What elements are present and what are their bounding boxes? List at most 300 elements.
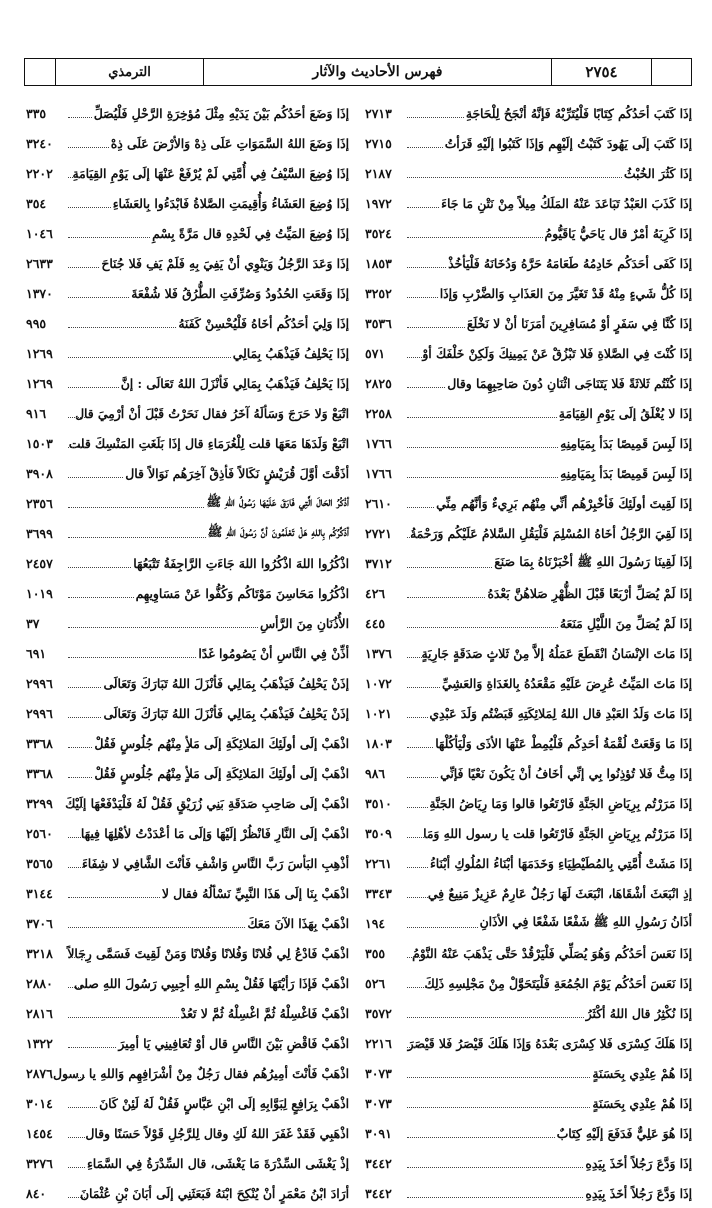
index-entry	[26, 668, 349, 698]
hadith-text: اذْكُرُوا اللهَ اذْكُرُوا اللهَ جَاءَتِ الرَّاجِفَةُ تَتْبَعُهَا	[133, 555, 349, 571]
hadith-text: إذَا وَدَّعَ رَجُلاً أخَذَ بِيَدِهِ	[585, 1185, 692, 1201]
dot-leader	[68, 289, 129, 298]
dot-leader	[407, 709, 428, 718]
hadith-text: إذَا هُمْ عِنْدِي بِحَسَنَةٍ	[592, 1095, 692, 1111]
book-name: الترمذي	[55, 59, 203, 85]
hadith-number: ٣٢٥٢	[365, 285, 392, 301]
dot-leader	[68, 199, 111, 208]
hadith-text: إذَا لا يُغْلَقُ إلَى يَوْمِ القِيَامَةِ	[558, 405, 692, 421]
hadith-number: ٣٢٩٩	[26, 795, 53, 811]
hadith-text: إذَا لَبِسَ قَمِيصًا بَدَأ بِمَيَامِنِهِ	[560, 435, 692, 451]
dot-leader	[68, 739, 92, 748]
index-entry	[26, 1178, 349, 1208]
hadith-text: أذْهِبِ البَأسَ رَبَّ النَّاسِ وَاشْفِ فَأنْتَ الشَّافِي لا شِفَاءَ	[81, 855, 349, 871]
hadith-number: ٣١٤٤	[26, 885, 53, 901]
hadith-number: ٣٥٠٩	[365, 825, 392, 841]
index-entry	[26, 608, 349, 638]
hadith-text: إذَا كُنْتُم ثَلاثَةً فَلا يَتَنَاجَى اثْنَانِ دُونَ صَاحِبِهِمَا وقال	[447, 375, 692, 391]
hadith-number: ٢٨٢٥	[365, 375, 392, 391]
hadith-number: ١٧٦٦	[365, 435, 392, 451]
hadith-text: اذْهَبْ إلَى صَاحِبِ صَدَقَةِ بَنِي زُرَيْقٍ فَقُلْ لَهُ فَلْيَدْفَعْهَا إلَيْكَ	[65, 795, 349, 811]
dot-leader	[407, 199, 439, 208]
hadith-text: إذَا كَرِبَهُ أمْرٌ قال يَاحَيُّ يَاقَيُّومُ	[544, 225, 692, 241]
index-title: فهرس الأحاديث والآثار	[203, 59, 551, 85]
dot-leader	[407, 1009, 584, 1018]
hadith-number: ١٢٦٩	[26, 375, 53, 391]
dot-leader	[407, 559, 492, 568]
hadith-text: اذْهَبْ فَاقْضِ بَيْنَ النَّاسِ قال أوْ تُعَافِينِي يَا أمِيرَ	[118, 1035, 349, 1051]
dot-leader	[407, 169, 622, 178]
dot-leader	[407, 679, 440, 688]
hadith-number: ٩٨٦	[365, 765, 386, 781]
dot-leader	[407, 259, 446, 268]
hadith-text: الأُذُنَانِ مِنَ الرَّأسِ	[260, 615, 349, 631]
hadith-text: إذَا هُمْ عِنْدِي بِحَسَنَةٍ	[592, 1065, 692, 1081]
hadith-number: ٣٢١٨	[26, 945, 53, 961]
dot-leader	[407, 649, 428, 658]
index-entry	[365, 218, 692, 248]
index-entry	[365, 518, 692, 548]
hadith-text: إذَا كُنَّا فِي سَفَرٍ أوْ مُسَافِرِينَ أمَرَنَا أنْ لا نَخْلَعَ	[466, 315, 692, 331]
hadith-text: إذَا لَقِينَا رَسُولَ اللهِ ﷺ أخْبَرْنَاهُ بِمَا صَنَعَ	[494, 553, 692, 569]
index-entry	[26, 998, 349, 1028]
dot-leader	[407, 1099, 590, 1108]
hadith-text: إذَا وَقَعَتِ الحُدُودُ وَصُرِّفَتِ الطُّرُقُ فَلا شُفْعَةَ	[131, 285, 349, 301]
dot-leader	[68, 859, 85, 868]
hadith-text: إذَا وَعَدَ الرَّجُلُ وَيَنْوِي أنْ يَفِيَ بِهِ فَلَمْ يَفِ فَلا جُنَاحَ	[101, 255, 349, 271]
hadith-text: إذْ يَغْشَى السِّدْرَةَ مَا يَغْشَى، قال السِّدْرَةُ فِي السَّمَاءِ	[87, 1155, 349, 1171]
index-entry	[26, 1118, 349, 1148]
dot-leader	[407, 589, 485, 598]
page-header	[24, 58, 692, 86]
hadith-text: اتْبَعْ وَلَدَهَا مَعَهَا قلت لِلْغُرَمَاءِ قال إذَا بَلَغَتِ المَنْسِكَ قلت	[68, 435, 349, 451]
hadith-text: إذَا مَرَرْتُم بِرِيَاضِ الجَنَّةِ فَارْتَعُوا قالوا وَمَا رِيَاضُ الجَنَّةِ	[429, 795, 692, 811]
hadith-number: ٢٦٣٣	[26, 255, 53, 271]
hadith-text: إذَا مَرَرْتُم بِرِيَاضِ الجَنَّةِ فَارْتَعُوا قلت يا رسول اللهِ وَمَا	[423, 825, 692, 841]
index-entry	[26, 1148, 349, 1178]
index-entry	[365, 608, 692, 638]
dot-leader	[407, 739, 433, 748]
index-entry	[26, 458, 349, 488]
index-entry	[26, 128, 349, 158]
hadith-number: ١٢٦٩	[26, 345, 53, 361]
hadith-number: ٣٧١٢	[365, 555, 392, 571]
index-entry	[365, 788, 692, 818]
hadith-number: ٢٢٦١	[365, 855, 392, 871]
index-entry	[365, 998, 692, 1028]
index-entry	[365, 968, 692, 998]
index-entry	[26, 1088, 349, 1118]
dot-leader	[68, 469, 123, 478]
hadith-number: ٩١٦	[26, 405, 47, 421]
hadith-text: اذْهَبْ فَاغْسِلْهُ ثُمَّ اغْسِلْهُ ثُمَّ لا تَعُدْ	[180, 1005, 349, 1021]
dot-leader	[407, 829, 428, 838]
header-end-cell	[651, 59, 691, 85]
hadith-text: اذْهَبْ إلَى أولَئِكَ المَلائِكَةِ إلَى مَلأٍ مِنْهُم جُلُوسٍ فَقُلْ	[94, 735, 349, 751]
hadith-number: ٣٥٣٦	[365, 315, 392, 331]
hadith-text: إذَا كَتَبَ إلَى يَهُودَ كَتَبْتُ إلَيْهِم وَإذَا كَتَبُوا إلَيْهِ قَرَأتُ	[444, 135, 692, 151]
hadith-number: ١٩٤	[365, 915, 386, 931]
hadith-number: ١٨٠٣	[365, 735, 392, 751]
index-entry	[26, 488, 349, 518]
dot-leader	[68, 319, 176, 328]
hadith-number: ١٣٧٠	[26, 285, 53, 301]
hadith-number: ٢٤٥٧	[26, 555, 53, 571]
hadith-number: ٣٧	[26, 615, 40, 631]
hadith-number: ١٨٥٣	[365, 255, 392, 271]
header-empty-cell	[25, 59, 55, 85]
dot-leader	[68, 649, 196, 658]
index-entry	[26, 398, 349, 428]
dot-leader	[407, 949, 428, 958]
hadith-number: ١٥٠٣	[26, 435, 53, 451]
hadith-number: ٣٥٥	[365, 945, 386, 961]
index-entry	[26, 878, 349, 908]
hadith-text: اذْهَبْ بِنَا إلَى هَذَا النَّبِيِّ نَسْألُهُ فقال لا	[161, 885, 349, 901]
hadith-number: ٣٢٧٦	[26, 1155, 53, 1171]
hadith-text: إذَا يَحْلِفُ فَيَذْهَبُ بِمَالِي	[232, 345, 349, 361]
dot-leader	[68, 919, 245, 928]
index-entry	[365, 248, 692, 278]
hadith-number: ٢٨٧٦	[26, 1065, 53, 1081]
hadith-number: ٣٤٤٢	[365, 1155, 392, 1171]
hadith-number: ٨٤٠	[26, 1185, 47, 1201]
dot-leader	[68, 1009, 179, 1018]
dot-leader	[68, 889, 160, 898]
hadith-text: أذَقْتَ أوَّلَ قُرَيْشٍ نَكَالاً فَأذِقْ آخِرَهُم نَوَالاً قال	[125, 465, 349, 481]
index-entry	[365, 128, 692, 158]
dot-leader	[68, 229, 150, 238]
hadith-number: ٣٢٤٠	[26, 135, 53, 151]
hadith-text: إذَا مَاتَ وَلَدُ العَبْدِ قال اللهُ لِمَلائِكَتِهِ قَبَضْتُم وَلَدَ عَبْدِي	[429, 705, 692, 721]
dot-leader	[407, 139, 443, 148]
index-entry	[365, 1058, 692, 1088]
dot-leader	[68, 109, 92, 118]
index-entry	[26, 728, 349, 758]
hadith-text: أذَكِّرُكُم بِاللهِ هَلْ تَعْلَمُونَ أنَّ رَسُولَ اللهِ ﷺ	[207, 523, 349, 539]
dot-leader	[68, 709, 101, 718]
hadith-number: ٢٧٢١	[365, 525, 392, 541]
hadith-text: إذَا مِتُّ فَلا تُؤذِنُوا بِي إنِّي أخَافُ أنْ يَكُونَ نَعْيًا فَإنِّي	[440, 765, 692, 781]
index-entry	[26, 698, 349, 728]
index-entry	[365, 158, 692, 188]
hadith-number: ٢٩٩٦	[26, 675, 53, 691]
dot-leader	[68, 499, 204, 508]
hadith-number: ٢٥٦٠	[26, 825, 53, 841]
hadith-text: إذَا هَلَكَ كِسْرَى فَلا كِسْرَى بَعْدَهُ وَإذَا هَلَكَ قَيْصَرُ فَلا قَيْصَرَ	[407, 1035, 692, 1051]
dot-leader	[407, 529, 428, 538]
index-entry	[365, 698, 692, 728]
hadith-text: إذَا كَفَى أحَدَكُم خَادِمُهُ طَعَامَهُ حَرَّهُ وَدُخَانَهُ فَلْيَأخُذْ	[448, 255, 692, 271]
index-entry	[365, 548, 692, 578]
hadith-number: ٣٦٩٩	[26, 525, 53, 541]
hadith-text: إذَا لَبِسَ قَمِيصًا بَدَأ بِمَيَامِنِهِ	[560, 465, 692, 481]
index-entry	[365, 368, 692, 398]
index-entry	[26, 98, 349, 128]
dot-leader	[407, 619, 558, 628]
hadith-text: إذَا نَعَسَ أحَدُكُم يَوْمَ الجُمُعَةِ فَلْيَتَحَوَّلْ مِنْ مَجْلِسِهِ ذَلِكَ	[424, 975, 692, 991]
hadith-number: ٣٧٠٦	[26, 915, 53, 931]
hadith-text: إذَا وَضَعَ اللهُ السَّمَوَاتِ عَلَى ذِهْ وَالأرْضَ عَلَى ذِهْ	[110, 135, 349, 151]
hadith-number: ٤٢٦	[365, 585, 386, 601]
hadith-number: ٩٩٥	[26, 315, 47, 331]
hadith-number: ٢٧١٣	[365, 105, 392, 121]
index-entry	[365, 488, 692, 518]
hadith-text: إذَا نُكْثِرُ قال اللهُ أكْثَرُ	[585, 1005, 692, 1021]
index-entry	[365, 308, 692, 338]
hadith-number: ٣٥٤	[26, 195, 47, 211]
dot-leader	[407, 289, 438, 298]
hadith-number: ١٠٢١	[365, 705, 392, 721]
dot-leader	[407, 859, 428, 868]
dot-leader	[407, 499, 434, 508]
index-entry	[26, 518, 349, 548]
hadith-number: ١٧٦٦	[365, 465, 392, 481]
hadith-number: ٥٧١	[365, 345, 386, 361]
hadith-number: ٣٥٢٤	[365, 225, 392, 241]
hadith-number: ٣٥٦٥	[26, 855, 53, 871]
hadith-text: أذِّنْ فِي النَّاسِ أنْ يَصُومُوا غَدًا	[198, 645, 349, 661]
hadith-number: ٢٢١٦	[365, 1035, 392, 1051]
hadith-number: ٢٨٨٠	[26, 975, 53, 991]
index-entry	[365, 98, 692, 128]
hadith-text: اتْبَعْ وَلا حَرَجَ وَسَألَهُ آخَرُ فقال نَحَرْتُ قَبْلَ أنْ أرْمِيَ قال	[75, 405, 349, 421]
dot-leader	[407, 1069, 590, 1078]
hadith-number: ٣٥٧٢	[365, 1005, 392, 1021]
dot-leader	[68, 979, 85, 988]
index-entry	[365, 458, 692, 488]
hadith-number: ١٠١٩	[26, 585, 53, 601]
dot-leader	[68, 799, 85, 808]
dot-leader	[68, 1159, 85, 1168]
hadith-text: إذَا كَتَبَ أحَدُكُم كِتَابًا فَلْيُتَرِّبْهُ فَإنَّهُ أنْجَحُ لِلْحَاجَةِ	[465, 105, 692, 121]
hadith-text: إذَا يَحْلِفُ فَيَذْهَبُ بِمَالِي فَأنْزَلَ اللهُ تَعَالَى : إنَّ	[120, 375, 349, 391]
index-entry	[26, 848, 349, 878]
hadith-text: اذْكُرُوا مَحَاسِنَ مَوْتَاكُم وَكُفُّوا عَنْ مَسَاوِيهِم	[135, 585, 349, 601]
hadith-text: اذْهَبْ فَأنْتَ أمِيرُهُم فقال رَجُلٌ مِنْ أشْرَافِهِم وَاللهِ يا رسول	[53, 1065, 349, 1081]
dot-leader	[68, 169, 85, 178]
index-entry	[26, 218, 349, 248]
index-entry	[26, 248, 349, 278]
hadith-number: ٥٢٦	[365, 975, 386, 991]
hadith-text: اذْهَبْ فَادْعُ لِي فُلانًا وَفُلانًا وَفُلانًا وَمَنْ لَقِيتَ فَسَمَّى رِجَالاً	[67, 945, 349, 961]
hadith-number: ٣٣٦٨	[26, 765, 53, 781]
dot-leader	[68, 259, 99, 268]
hadith-number: ٢٦١٠	[365, 495, 392, 511]
dot-leader	[407, 409, 557, 418]
index-entry	[26, 968, 349, 998]
dot-leader	[68, 559, 131, 568]
index-entry	[26, 638, 349, 668]
dot-leader	[68, 589, 134, 598]
index-entry	[26, 428, 349, 458]
dot-leader	[407, 109, 464, 118]
hadith-text: إذَا هُوَ عَلِيٌّ فَدَفَعَ إلَيْهِ كِتَابٌ	[556, 1125, 692, 1141]
dot-leader	[68, 379, 119, 388]
dot-leader	[68, 1099, 97, 1108]
index-entry	[26, 1058, 349, 1088]
hadith-number: ٢٣٥٦	[26, 495, 53, 511]
dot-leader	[68, 949, 85, 958]
hadith-number: ٢٢٥٨	[365, 405, 392, 421]
index-entry	[365, 818, 692, 848]
index-entry	[365, 1178, 692, 1208]
hadith-text: إذَا لَمْ يُصَلِّ أرْبَعًا قَبْلَ الظُّهْرِ صَلاهُنَّ بَعْدَهُ	[487, 585, 692, 601]
index-entry	[365, 398, 692, 428]
dot-leader	[68, 619, 258, 628]
hadith-number: ٣٣٥	[26, 105, 47, 121]
index-entry	[365, 1118, 692, 1148]
hadith-text: إذَنْ يَحْلِفُ فَيَذْهَبُ بِمَالِي فَأنْزَلَ اللهُ تَبَارَكَ وَتَعَالَى	[103, 675, 349, 691]
index-entry	[365, 578, 692, 608]
index-entry	[365, 338, 692, 368]
hadith-text: إذَا وُضِعَ السَّيْفُ فِي أُمَّتِي لَمْ يُرْفَعْ عَنْهَا إلَى يَوْمِ القِيَامَةِ	[72, 165, 349, 181]
dot-leader	[68, 439, 85, 448]
hadith-number: ٣٠٩١	[365, 1125, 392, 1141]
hadith-text: إذَا مَا وَقَعَتْ لُقْمَةُ أحَدِكُم فَلْيُمِطْ عَنْهَا الأذَى وَلْيَأكُلْهَا	[435, 735, 692, 751]
dot-leader	[68, 1039, 116, 1048]
hadith-number: ٢٧١٥	[365, 135, 392, 151]
index-entry	[26, 278, 349, 308]
index-entry	[365, 638, 692, 668]
index-entry	[26, 788, 349, 818]
hadith-text: إذَا مَشَتْ أُمَّتِي بِالمُطَيْطِيَاءِ وَخَدَمَهَا أبْنَاءُ المُلُوكِ أبْنَاءُ	[429, 855, 692, 871]
hadith-text: أذْكُرُ الحَالَ الَّتِي فَارَقَ عَلَيْهَا رَسُولُ اللهِ ﷺ	[206, 493, 349, 509]
hadith-number: ٦٩١	[26, 645, 47, 661]
index-entry	[26, 908, 349, 938]
dot-leader	[68, 1069, 85, 1078]
index-entry	[365, 668, 692, 698]
index-entry	[365, 758, 692, 788]
hadith-text: أرَادَ ابْنُ مَعْمَرٍ أنْ يُنْكِحَ ابْنَهُ فَبَعَثَنِي إلَى أبَانَ بْنِ عُثْمَانَ	[79, 1185, 349, 1201]
hadith-text: إذَا وُضِعَ المَيِّتُ فِي لَحْدِهِ قال مَرَّةً بِسْمِ	[152, 225, 349, 241]
dot-leader	[68, 769, 92, 778]
hadith-text: أذَانُ رَسُولِ اللهِ ﷺ شَفْعًا شَفْعًا فِي الأذَانِ	[479, 913, 692, 929]
hadith-text: إذَا كَثُرَ الخُبْثُ	[623, 165, 692, 181]
hadith-number: ٣٤٤٢	[365, 1185, 392, 1201]
dot-leader	[68, 409, 85, 418]
hadith-text: إذَا نَعَسَ أحَدُكُم وَهُوَ يُصَلِّي فَلْيَرْقُدْ حَتَّى يَذْهَبَ عَنْهُ النَّوْمُ	[412, 945, 692, 961]
dot-leader	[407, 1129, 555, 1138]
dot-leader	[407, 349, 428, 358]
index-entry	[365, 1088, 692, 1118]
index-entry	[26, 818, 349, 848]
dot-leader	[407, 1159, 583, 1168]
hadith-number: ٢٨١٦	[26, 1005, 53, 1021]
index-entry	[365, 1148, 692, 1178]
dot-leader	[407, 979, 428, 988]
dot-leader	[68, 1189, 85, 1198]
hadith-text: اذْهَبْ بِرَافِعٍ لِبَوَّابِهِ إلَى ابْنِ عَبَّاسٍ فَقُلْ لَهُ لَئِنْ كَانَ	[99, 1095, 349, 1111]
hadith-text: إذَا وَلِيَ أحَدُكُم أخَاهُ فَلْيُحْسِنْ كَفَنَهُ	[178, 315, 349, 331]
hadith-text: إذَا كُلُّ شَيءٍ مِنْهُ قَدْ تَغَيَّرَ مِنَ العَذَابِ وَالضَّرْبِ وَإذَا	[439, 285, 692, 301]
index-entry	[365, 938, 692, 968]
hadith-number: ٣٠٧٣	[365, 1065, 392, 1081]
dot-leader	[407, 1189, 583, 1198]
dot-leader	[407, 229, 543, 238]
hadith-text: إذَا لَقِيتَ أولَئِكَ فَأخْبِرْهُم أنِّي مِنْهُم بَرِيءٌ وَأنَّهُم مِنِّي	[436, 495, 692, 511]
hadith-text: اذْهَبْ إلَى النَّارِ فَانْظُرْ إلَيْهَا وَإلَى مَا أعْدَدْتُ لأهْلِهَا فِيهَا	[80, 825, 349, 841]
hadith-text: إذَا كُنْتَ فِي الصَّلاةِ فَلا تَبْزُقْ عَنْ يَمِينِكَ وَلَكِنْ خَلْفَكَ أوْ	[422, 345, 692, 361]
dot-leader	[407, 1039, 428, 1048]
index-entry	[26, 188, 349, 218]
index-entry	[26, 308, 349, 338]
index-entry	[365, 188, 692, 218]
hadith-number: ١٣٢٢	[26, 1035, 53, 1051]
hadith-text: اذْهَبْ إلَى أولَئِكَ المَلائِكَةِ إلَى مَلأٍ مِنْهُم جُلُوسٍ فَقُلْ	[94, 765, 349, 781]
hadith-text: إذِ انْبَعَثَ أشْقَاهَا، انْبَعَثَ لَهَا رَجُلٌ عَارِمٌ عَزِيزٌ مَنِيعٌ فِي	[427, 885, 692, 901]
hadith-number: ٢٢٠٢	[26, 165, 53, 181]
index-entry	[26, 158, 349, 188]
hadith-number: ٣٥١٠	[365, 795, 392, 811]
hadith-text: إذَا مَاتَ المَيِّتُ عُرِضَ عَلَيْهِ مَقْعَدُهُ بِالغَدَاةِ وَالعَشِيِّ	[442, 675, 692, 691]
index-entry	[26, 578, 349, 608]
index-entry	[365, 428, 692, 458]
dot-leader	[68, 829, 85, 838]
hadith-number: ٣٠٧٣	[365, 1095, 392, 1111]
hadith-text: اذْهَبِي فَقَدْ غَفَرَ اللهُ لَكِ وقال لِلرَّجُلِ قَوْلاً حَسَنًا وقال	[85, 1125, 349, 1141]
index-entry	[26, 938, 349, 968]
hadith-number: ٤٤٥	[365, 615, 386, 631]
hadith-number: ١٣٧٦	[365, 645, 392, 661]
hadith-text: إذَا وُضِعَ العَشَاءُ وَأُقِيمَتِ الصَّلاةُ فَابْدَءُوا بِالعَشَاءِ	[112, 195, 349, 211]
dot-leader	[407, 769, 438, 778]
dot-leader	[407, 889, 428, 898]
hadith-text: إذَا مَاتَ الإنْسَانُ انْقَطَعَ عَمَلُهُ إلاَّ مِنْ ثَلاثٍ صَدَقَةٍ جَارِيَةٍ	[421, 645, 692, 661]
dot-leader	[68, 349, 231, 358]
hadith-number: ٣٣٤٣	[365, 885, 392, 901]
hadith-number: ١٤٥٤	[26, 1125, 53, 1141]
dot-leader	[407, 379, 445, 388]
left-column	[26, 98, 359, 1201]
hadith-text: اذْهَبْ فَإذَا رَأيْتَهَا فَقُلْ بِسْمِ اللهِ أجِيبِي رَسُولَ اللهِ صلى	[73, 975, 349, 991]
hadith-number: ١٠٧٢	[365, 675, 392, 691]
page-number: ٢٧٥٤	[551, 59, 651, 85]
hadith-number: ٢٩٩٦	[26, 705, 53, 721]
index-entry	[365, 728, 692, 758]
index-entry	[365, 1028, 692, 1058]
dot-leader	[407, 319, 465, 328]
hadith-text: إذَا وَضَعَ أحَدُكُم بَيْنَ يَدَيْهِ مِثْلَ مُؤخِرَةِ الرَّحْلِ فَلْيُصَلِّ	[93, 105, 349, 121]
index-entry	[365, 908, 692, 938]
index-entry	[365, 878, 692, 908]
index-entry	[26, 338, 349, 368]
hadith-number: ١٩٧٢	[365, 195, 392, 211]
dot-leader	[407, 919, 478, 928]
hadith-text: اذْهَبْ بِهَذَا الآنَ مَعَكَ	[247, 915, 349, 931]
index-entry	[26, 1028, 349, 1058]
hadith-number: ٣٠١٤	[26, 1095, 53, 1111]
hadith-number: ١٠٤٦	[26, 225, 53, 241]
index-entry	[26, 758, 349, 788]
index-columns	[26, 98, 692, 1201]
dot-leader	[407, 469, 558, 478]
hadith-text: إذَا لَقِيَ الرَّجُلُ أخَاهُ المُسْلِمَ فَلْيَقُلِ السَّلامُ عَلَيْكُم وَرَحْمَةُ	[410, 525, 692, 541]
hadith-number: ٢١٨٧	[365, 165, 392, 181]
hadith-number: ٣٣٦٨	[26, 735, 53, 751]
hadith-number: ٣٩٠٨	[26, 465, 53, 481]
index-entry	[365, 848, 692, 878]
right-column	[359, 98, 692, 1201]
dot-leader	[407, 439, 558, 448]
index-entry	[365, 278, 692, 308]
hadith-text: إذَا وَدَّعَ رَجُلاً أخَذَ بِيَدِهِ	[585, 1155, 692, 1171]
dot-leader	[407, 799, 428, 808]
index-entry	[26, 368, 349, 398]
hadith-text: إذَنْ يَحْلِفُ فَيَذْهَبُ بِمَالِي فَأنْزَلَ اللهُ تَبَارَكَ وَتَعَالَى	[103, 705, 349, 721]
dot-leader	[68, 139, 109, 148]
hadith-text: إذَا لَمْ يُصَلِّ مِنَ اللَّيْلِ مَنَعَهُ	[559, 615, 692, 631]
